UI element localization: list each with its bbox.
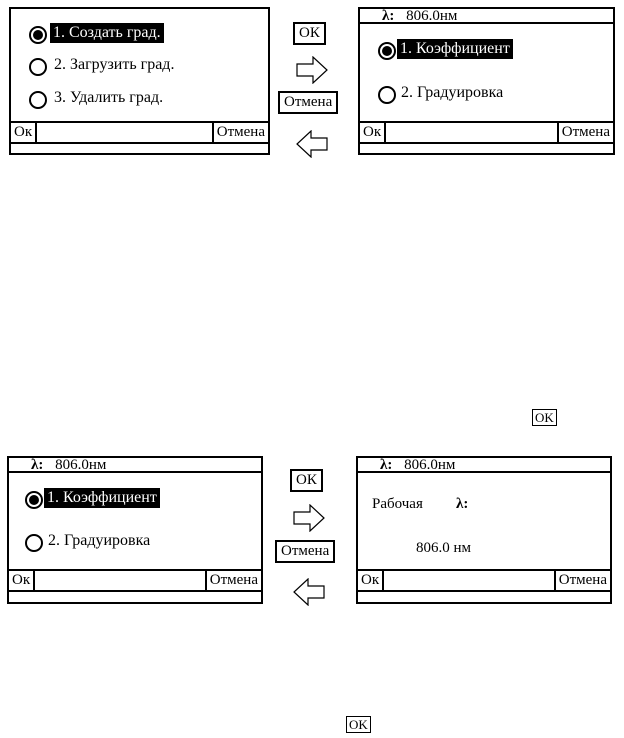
ok-softkey[interactable]: Ок bbox=[358, 121, 386, 144]
cancel-softkey[interactable]: Отмена bbox=[212, 121, 270, 144]
ok-key-label: ОК bbox=[290, 469, 323, 492]
panel-2-screen bbox=[358, 7, 615, 155]
radio-icon bbox=[378, 86, 396, 104]
cancel-softkey[interactable]: Отмена bbox=[557, 121, 615, 144]
radio-icon bbox=[29, 58, 47, 76]
arrow-left-icon bbox=[293, 578, 325, 606]
wavelength-value: 806.0нм bbox=[404, 457, 456, 473]
panel-3-screen bbox=[7, 456, 263, 604]
softkey-bar bbox=[9, 569, 261, 592]
wavelength-bar bbox=[358, 458, 610, 473]
working-wavelength-label: Рабочая bbox=[372, 496, 423, 512]
softkey-bar bbox=[358, 569, 610, 592]
cancel-softkey[interactable]: Отмена bbox=[554, 569, 612, 592]
lambda-symbol: λ: bbox=[31, 457, 44, 473]
menu-item-label: 2. Градуировка bbox=[48, 532, 151, 549]
radio-selected-icon bbox=[25, 491, 43, 509]
lambda-symbol: λ: bbox=[380, 457, 393, 473]
wavelength-value: 806.0нм bbox=[55, 457, 107, 473]
arrow-right-icon bbox=[296, 56, 328, 84]
ok-softkey[interactable]: Ок bbox=[356, 569, 384, 592]
panel-1-screen bbox=[9, 7, 270, 155]
softkey-bar bbox=[360, 121, 613, 144]
menu-item-label: 1. Коэффициент bbox=[397, 39, 513, 59]
working-lambda-symbol: λ: bbox=[456, 496, 469, 512]
menu-item-label: 1. Создать град. bbox=[50, 23, 164, 43]
panel-4-screen bbox=[356, 456, 612, 604]
menu-item-label: 3. Удалить град. bbox=[54, 89, 164, 106]
cancel-key-label: Отмена bbox=[275, 540, 335, 563]
cancel-softkey[interactable]: Отмена bbox=[205, 569, 263, 592]
lambda-symbol: λ: bbox=[382, 8, 395, 24]
ok-key-label: OK bbox=[346, 716, 371, 733]
radio-icon bbox=[25, 534, 43, 552]
working-wavelength-value: 806.0 нм bbox=[416, 540, 472, 556]
ok-key-label: ОК bbox=[293, 22, 326, 45]
ok-key-label: OK bbox=[532, 409, 557, 426]
softkey-bar bbox=[11, 121, 268, 144]
cancel-key-label: Отмена bbox=[278, 91, 338, 114]
arrow-left-icon bbox=[296, 130, 328, 158]
wavelength-bar bbox=[9, 458, 261, 473]
wavelength-value: 806.0нм bbox=[406, 8, 458, 24]
radio-icon bbox=[29, 91, 47, 109]
ok-softkey[interactable]: Ок bbox=[9, 121, 37, 144]
menu-item-label: 2. Градуировка bbox=[401, 84, 504, 101]
ok-softkey[interactable]: Ок bbox=[7, 569, 35, 592]
menu-item-label: 1. Коэффициент bbox=[44, 488, 160, 508]
radio-selected-icon bbox=[378, 42, 396, 60]
radio-selected-icon bbox=[29, 26, 47, 44]
menu-item-label: 2. Загрузить град. bbox=[54, 56, 175, 73]
arrow-right-icon bbox=[293, 504, 325, 532]
wavelength-bar bbox=[360, 9, 613, 24]
